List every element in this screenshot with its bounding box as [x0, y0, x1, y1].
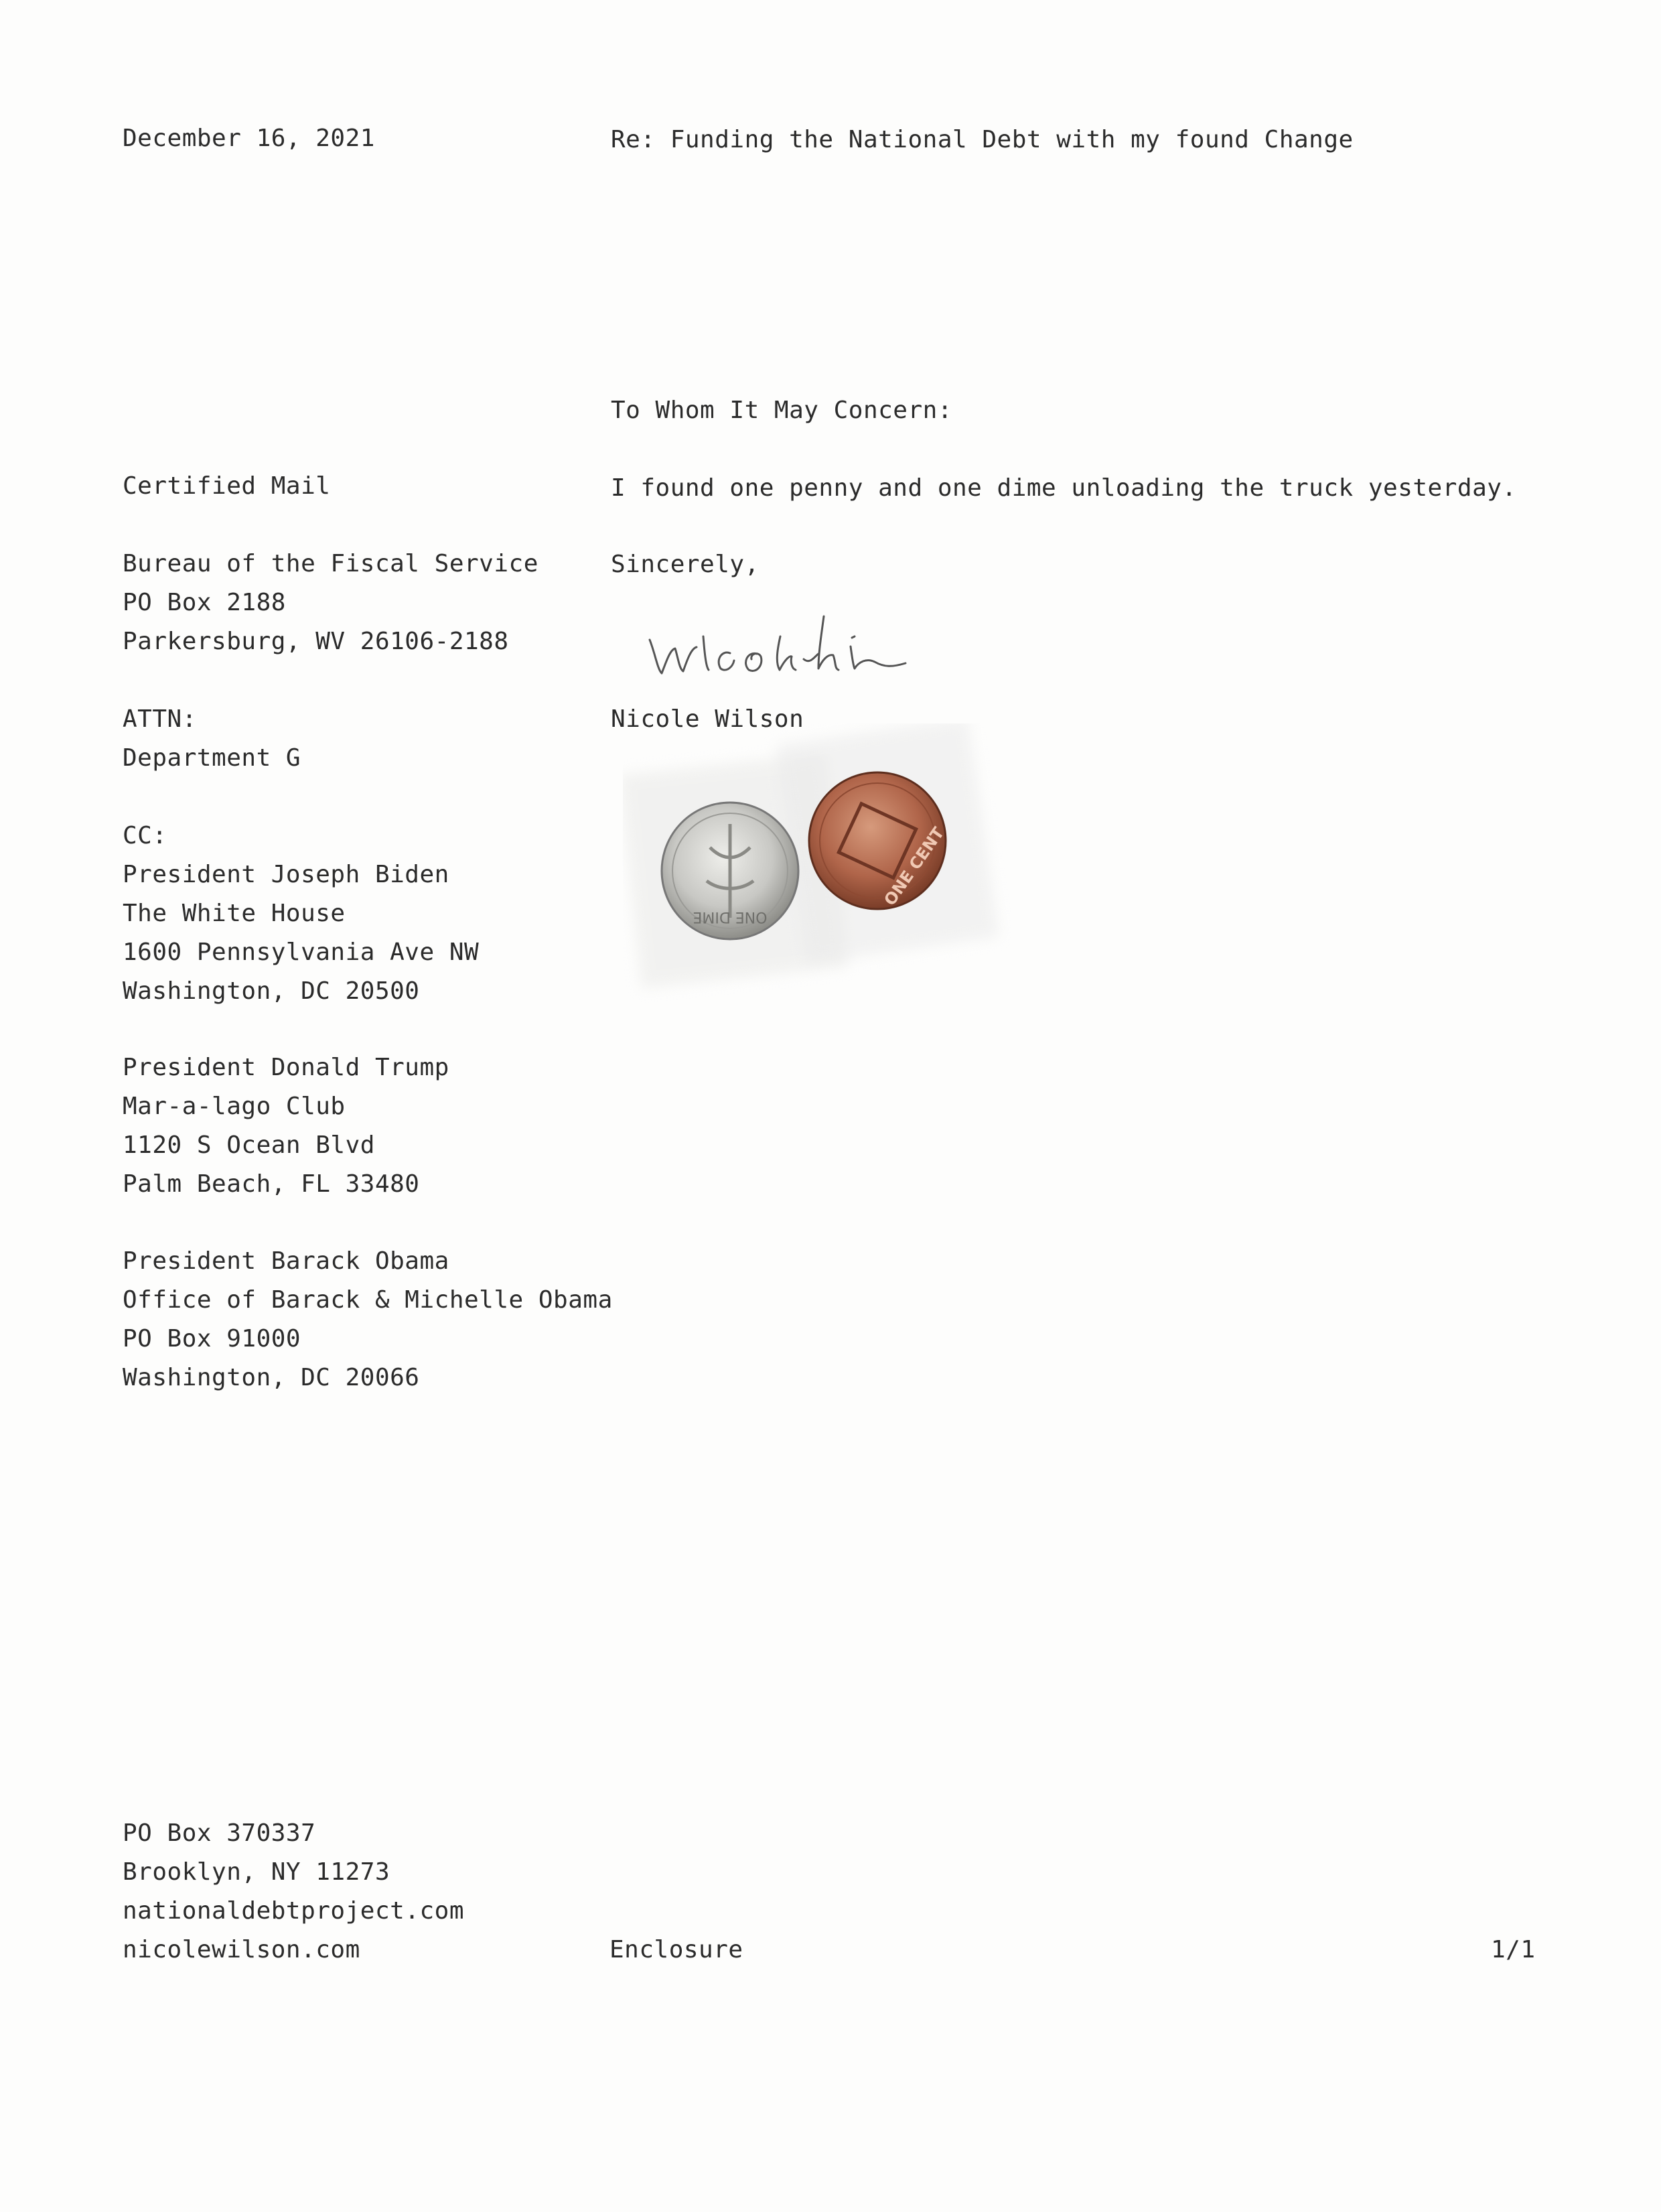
cc-recipient — [123, 1242, 613, 1397]
dime-coin — [662, 803, 798, 939]
enclosure-note: Enclosure — [609, 1936, 743, 1963]
cc-line: Washington, DC 20500 — [123, 977, 420, 1005]
signer-name: Nicole Wilson — [611, 705, 804, 733]
attn-label: ATTN: — [123, 705, 197, 733]
dime-label: ONE DIME — [693, 908, 768, 925]
cc-line: Palm Beach, FL 33480 — [123, 1170, 420, 1198]
address-line: PO Box 2188 — [123, 589, 286, 616]
sender-line: PO Box 370337 — [123, 1819, 316, 1847]
cc-line: Mar-a-lago Club — [123, 1093, 346, 1120]
sender-address — [123, 1814, 464, 1969]
address-line: Parkersburg, WV 26106-2188 — [123, 628, 509, 655]
delivery-method: Certified Mail — [123, 472, 331, 500]
cc-line: President Joseph Biden — [123, 861, 449, 888]
page-number: 1/1 — [1491, 1936, 1536, 1963]
letter-date: December 16, 2021 — [123, 125, 375, 152]
penny-label: ONE CENT — [880, 823, 948, 910]
cc-recipient — [123, 855, 479, 1011]
letter-body: I found one penny and one dime unloading the truck yesterday. — [611, 474, 1517, 502]
attention-block — [123, 700, 301, 778]
penny-coin — [809, 772, 948, 909]
address-line: Bureau of the Fiscal Service — [123, 550, 538, 577]
cc-line: PO Box 91000 — [123, 1325, 301, 1353]
cc-label: CC: — [123, 822, 167, 849]
letter-subject: Re: Funding the National Debt with my found Change — [611, 126, 1354, 153]
sender-line: Brooklyn, NY 11273 — [123, 1858, 390, 1886]
salutation: To Whom It May Concern: — [611, 397, 952, 424]
sender-website: nicolewilson.com — [123, 1936, 360, 1963]
coins-photo — [623, 723, 1011, 1005]
sender-website: nationaldebtproject.com — [123, 1897, 464, 1925]
cc-line: President Donald Trump — [123, 1054, 449, 1081]
cc-recipient — [123, 1048, 449, 1204]
cc-line: Washington, DC 20066 — [123, 1364, 420, 1391]
cc-line: 1600 Pennsylvania Ave NW — [123, 939, 480, 966]
attn-department: Department G — [123, 744, 301, 772]
cc-line: President Barack Obama — [123, 1247, 449, 1275]
cc-line: 1120 S Ocean Blvd — [123, 1131, 375, 1159]
signature-image — [643, 590, 964, 690]
closing: Sincerely, — [611, 551, 760, 578]
cc-line: The White House — [123, 900, 346, 927]
cc-line: Office of Barack & Michelle Obama — [123, 1286, 613, 1314]
recipient-address — [123, 545, 538, 661]
